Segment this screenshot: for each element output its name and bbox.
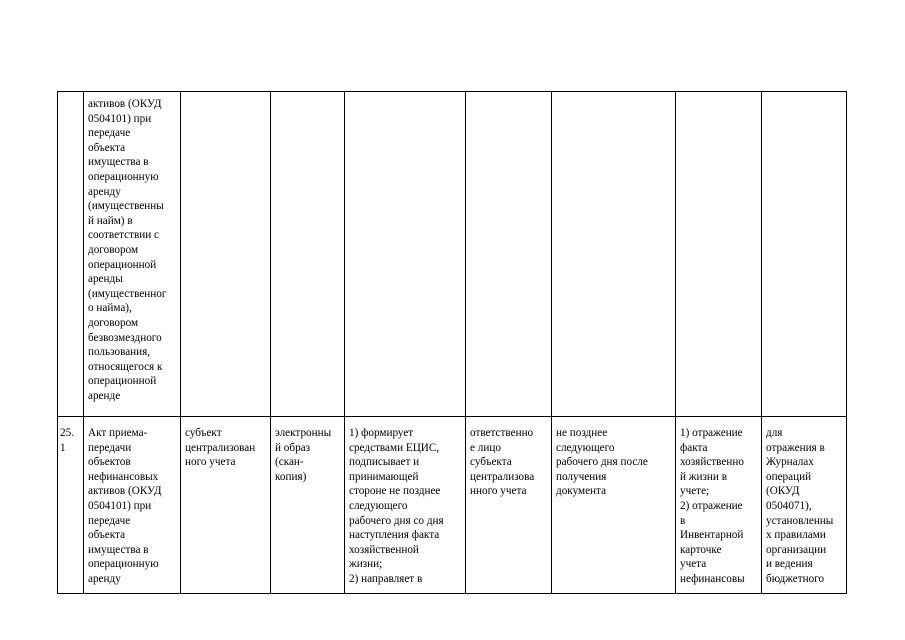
creator-cell: субъект централизован ного учета (181, 417, 271, 594)
recipient-cell: ответственно е лицо субъекта централизова нного учета (466, 417, 552, 594)
purpose-cell (676, 92, 762, 417)
row-number-cell (58, 92, 84, 417)
deadline-cell: не позднее следующего рабочего дня после получения документа (552, 417, 676, 594)
regulation-table (57, 91, 847, 594)
document-name-cell: активов (ОКУД 0504101) при передаче объекта имущества в операционную аренду (имущественны й найм) в соответствии с договором операционной аренды (имущественног о найма), договором безвозмездного пользования, относящегося к операционной аренде (84, 92, 181, 417)
table-row (58, 92, 847, 417)
deadline-cell (552, 92, 676, 417)
document-form-cell (271, 92, 345, 417)
procedure-cell: 1) формирует средствами ЕЦИС, подписывает и принимающей стороне не позднее следующего рабочего дня со дня наступления факта хозяйственной жизни; 2) направляет в (345, 417, 466, 594)
document-name-cell: Акт приема- передачи объектов нефинансовых активов (ОКУД 0504101) при передаче объекта имущества в операционную аренду (84, 417, 181, 594)
registration-cell: для отражения в Журналах операций (ОКУД 0504071), установленны х правилами организации и ведения бюджетного (762, 417, 847, 594)
procedure-cell (345, 92, 466, 417)
recipient-cell (466, 92, 552, 417)
registration-cell (762, 92, 847, 417)
table-row (58, 417, 847, 594)
document-form-cell: электронны й образ (скан- копия) (271, 417, 345, 594)
row-number-cell: 25. 1 (58, 417, 84, 594)
purpose-cell: 1) отражение факта хозяйственно й жизни в учете; 2) отражение в Инвентарной карточке учета нефинансовы (676, 417, 762, 594)
creator-cell (181, 92, 271, 417)
